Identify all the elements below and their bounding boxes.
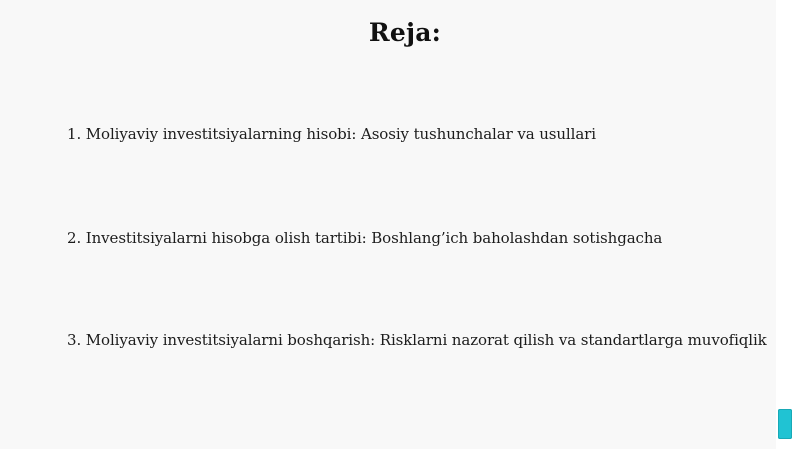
agenda-item-2: 2. Investitsiyalarni hisobga olish tartibi: Boshlang’ich baholashdan sotishgacha [67, 229, 663, 247]
slide-title: Reja: [368, 18, 442, 47]
agenda-item-1: 1. Moliyaviy investitsiyalarning hisobi: Asosiy tushunchalar va usullari [67, 125, 596, 143]
agenda-item-3: 3. Moliyaviy investitsiyalarni boshqarish: Risklarni nazorat qilish va standartlarga muvofiqlik [67, 331, 767, 349]
scrollbar-handle[interactable] [778, 409, 792, 439]
right-scroll-gutter [776, 0, 800, 449]
